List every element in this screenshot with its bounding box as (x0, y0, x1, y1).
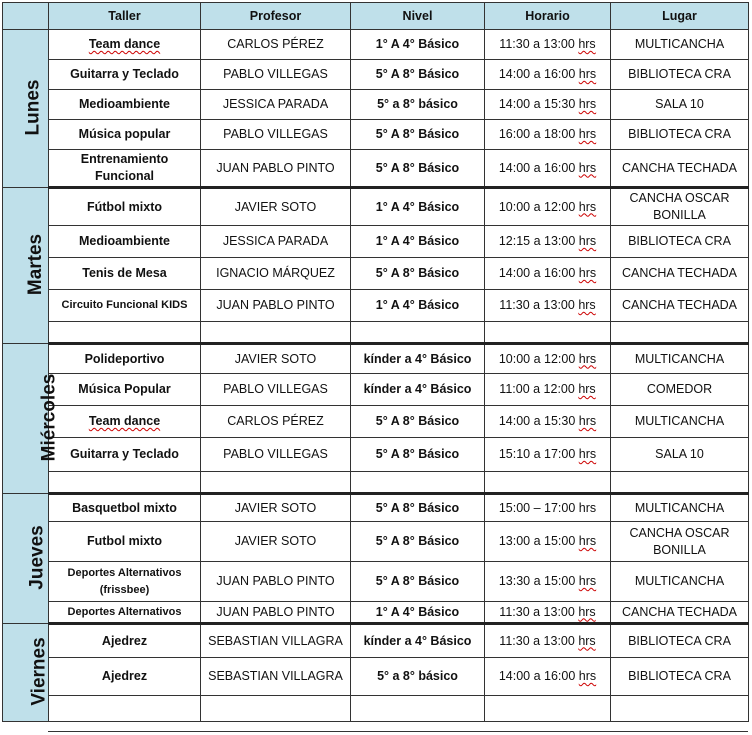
table-row (3, 258, 749, 290)
empty-cell (611, 696, 749, 722)
nivel-cell: kínder a 4° Básico (351, 344, 485, 374)
lugar-cell: CANCHA OSCAR BONILLA (611, 188, 749, 226)
lugar-cell: COMEDOR (611, 374, 749, 406)
horario-cell: 11:30 a 13:00 hrs (485, 602, 611, 624)
empty-cell (485, 696, 611, 722)
empty-cell (351, 322, 485, 344)
day-label-viernes: Viernes (3, 624, 49, 722)
profesor-cell: IGNACIO MÁRQUEZ (201, 258, 351, 290)
nivel-cell: 5° A 8° Básico (351, 406, 485, 438)
lugar-cell: CANCHA TECHADA (611, 258, 749, 290)
taller-cell: Medioambiente (49, 226, 201, 258)
table-row (3, 344, 749, 374)
lugar-cell: MULTICANCHA (611, 562, 749, 602)
lugar-cell: CANCHA TECHADA (611, 150, 749, 188)
profesor-cell: JUAN PABLO PINTO (201, 290, 351, 322)
horario-cell: 14:00 a 15:30 hrs (485, 90, 611, 120)
taller-cell: Ajedrez (49, 624, 201, 658)
profesor-cell: SEBASTIAN VILLAGRA (201, 624, 351, 658)
nivel-cell: 5° A 8° Básico (351, 258, 485, 290)
profesor-cell: JESSICA PARADA (201, 90, 351, 120)
nivel-cell: 5° a 8° básico (351, 90, 485, 120)
horario-cell: 10:00 a 12:00 hrs (485, 344, 611, 374)
nivel-cell: 1° A 4° Básico (351, 290, 485, 322)
table-row (3, 120, 749, 150)
horario-cell: 11:30 a 13:00 hrs (485, 30, 611, 60)
profesor-cell: JAVIER SOTO (201, 344, 351, 374)
profesor-cell: PABLO VILLEGAS (201, 438, 351, 472)
table-row (3, 522, 749, 562)
day-label-miercoles: Miércoles (3, 344, 49, 494)
taller-cell: Guitarra y Teclado (49, 60, 201, 90)
taller-cell: Guitarra y Teclado (49, 438, 201, 472)
empty-cell (49, 472, 201, 494)
lugar-cell: BIBLIOTECA CRA (611, 658, 749, 696)
nivel-cell: 1° A 4° Básico (351, 602, 485, 624)
empty-cell (201, 472, 351, 494)
empty-cell (611, 322, 749, 344)
nivel-cell: 5° A 8° Básico (351, 60, 485, 90)
table-row (3, 602, 749, 624)
taller-cell: Música Popular (49, 374, 201, 406)
empty-cell (201, 322, 351, 344)
profesor-cell: PABLO VILLEGAS (201, 120, 351, 150)
horario-cell: 10:00 a 12:00 hrs (485, 188, 611, 226)
nivel-cell: 5° A 8° Básico (351, 562, 485, 602)
taller-cell: Team dance (49, 406, 201, 438)
table-row (3, 494, 749, 522)
taller-cell: Música popular (49, 120, 201, 150)
horario-cell: 15:00 – 17:00 hrs (485, 494, 611, 522)
profesor-cell: JESSICA PARADA (201, 226, 351, 258)
horario-cell: 12:15 a 13:00 hrs (485, 226, 611, 258)
taller-cell: Fútbol mixto (49, 188, 201, 226)
lugar-cell: BIBLIOTECA CRA (611, 60, 749, 90)
empty-cell (201, 696, 351, 722)
lugar-cell: CANCHA TECHADA (611, 602, 749, 624)
horario-cell: 13:00 a 15:00 hrs (485, 522, 611, 562)
bottom-rule (48, 731, 748, 732)
lugar-cell: SALA 10 (611, 438, 749, 472)
nivel-cell: 5° A 8° Básico (351, 120, 485, 150)
table-row (3, 150, 749, 188)
nivel-cell: 1° A 4° Básico (351, 188, 485, 226)
table-row (3, 90, 749, 120)
empty-cell (49, 696, 201, 722)
nivel-cell: kínder a 4° Básico (351, 374, 485, 406)
table-row (3, 658, 749, 696)
lugar-cell: SALA 10 (611, 90, 749, 120)
horario-cell: 13:30 a 15:00 hrs (485, 562, 611, 602)
taller-cell: Deportes Alternativos (frissbee) (49, 562, 201, 602)
profesor-cell: CARLOS PÉREZ (201, 406, 351, 438)
nivel-cell: 5° A 8° Básico (351, 522, 485, 562)
nivel-cell: kínder a 4° Básico (351, 624, 485, 658)
nivel-cell: 5° a 8° básico (351, 658, 485, 696)
nivel-cell: 5° A 8° Básico (351, 438, 485, 472)
horario-cell: 14:00 a 15:30 hrs (485, 406, 611, 438)
table-row-empty (3, 696, 749, 722)
lugar-cell: BIBLIOTECA CRA (611, 624, 749, 658)
header-profesor: Profesor (201, 3, 351, 30)
lugar-cell: CANCHA OSCAR BONILLA (611, 522, 749, 562)
day-label-lunes: Lunes (3, 30, 49, 188)
profesor-cell: JAVIER SOTO (201, 188, 351, 226)
horario-cell: 11:30 a 13:00 hrs (485, 624, 611, 658)
lugar-cell: MULTICANCHA (611, 30, 749, 60)
lugar-cell: MULTICANCHA (611, 494, 749, 522)
profesor-cell: PABLO VILLEGAS (201, 60, 351, 90)
table-row (3, 374, 749, 406)
taller-cell: Entrenamiento Funcional (49, 150, 201, 188)
horario-cell: 16:00 a 18:00 hrs (485, 120, 611, 150)
empty-cell (485, 322, 611, 344)
header-taller: Taller (49, 3, 201, 30)
table-row (3, 30, 749, 60)
table-row (3, 624, 749, 658)
horario-cell: 11:30 a 13:00 hrs (485, 290, 611, 322)
horario-cell: 14:00 a 16:00 hrs (485, 258, 611, 290)
taller-cell: Futbol mixto (49, 522, 201, 562)
workshop-schedule-table (2, 2, 749, 722)
lugar-cell: MULTICANCHA (611, 406, 749, 438)
day-label-jueves: Jueves (3, 494, 49, 624)
table-row (3, 438, 749, 472)
profesor-cell: JUAN PABLO PINTO (201, 150, 351, 188)
profesor-cell: JUAN PABLO PINTO (201, 562, 351, 602)
taller-cell: Deportes Alternativos (49, 602, 201, 624)
header-corner (3, 3, 49, 30)
nivel-cell: 1° A 4° Básico (351, 226, 485, 258)
table-row (3, 290, 749, 322)
taller-cell: Basquetbol mixto (49, 494, 201, 522)
profesor-cell: PABLO VILLEGAS (201, 374, 351, 406)
horario-cell: 15:10 a 17:00 hrs (485, 438, 611, 472)
taller-cell: Ajedrez (49, 658, 201, 696)
horario-cell: 14:00 a 16:00 hrs (485, 658, 611, 696)
horario-cell: 11:00 a 12:00 hrs (485, 374, 611, 406)
header-horario: Horario (485, 3, 611, 30)
table-row (3, 562, 749, 602)
empty-cell (351, 472, 485, 494)
day-label-martes: Martes (3, 188, 49, 344)
horario-cell: 14:00 a 16:00 hrs (485, 150, 611, 188)
nivel-cell: 5° A 8° Básico (351, 494, 485, 522)
header-row (3, 3, 749, 30)
empty-cell (351, 696, 485, 722)
taller-cell: Polideportivo (49, 344, 201, 374)
profesor-cell: JUAN PABLO PINTO (201, 602, 351, 624)
table-row (3, 406, 749, 438)
horario-cell: 14:00 a 16:00 hrs (485, 60, 611, 90)
lugar-cell: CANCHA TECHADA (611, 290, 749, 322)
nivel-cell: 1° A 4° Básico (351, 30, 485, 60)
lugar-cell: BIBLIOTECA CRA (611, 120, 749, 150)
header-lugar: Lugar (611, 3, 749, 30)
taller-cell: Medioambiente (49, 90, 201, 120)
profesor-cell: SEBASTIAN VILLAGRA (201, 658, 351, 696)
table-row (3, 60, 749, 90)
lugar-cell: MULTICANCHA (611, 344, 749, 374)
header-nivel: Nivel (351, 3, 485, 30)
table-row (3, 188, 749, 226)
taller-cell: Circuito Funcional KIDS (49, 290, 201, 322)
lugar-cell: BIBLIOTECA CRA (611, 226, 749, 258)
table-row (3, 226, 749, 258)
table-row-empty (3, 322, 749, 344)
profesor-cell: JAVIER SOTO (201, 522, 351, 562)
taller-cell: Team dance (49, 30, 201, 60)
profesor-cell: CARLOS PÉREZ (201, 30, 351, 60)
empty-cell (49, 322, 201, 344)
table-row-empty (3, 472, 749, 494)
empty-cell (611, 472, 749, 494)
taller-cell: Tenis de Mesa (49, 258, 201, 290)
empty-cell (485, 472, 611, 494)
nivel-cell: 5° A 8° Básico (351, 150, 485, 188)
profesor-cell: JAVIER SOTO (201, 494, 351, 522)
